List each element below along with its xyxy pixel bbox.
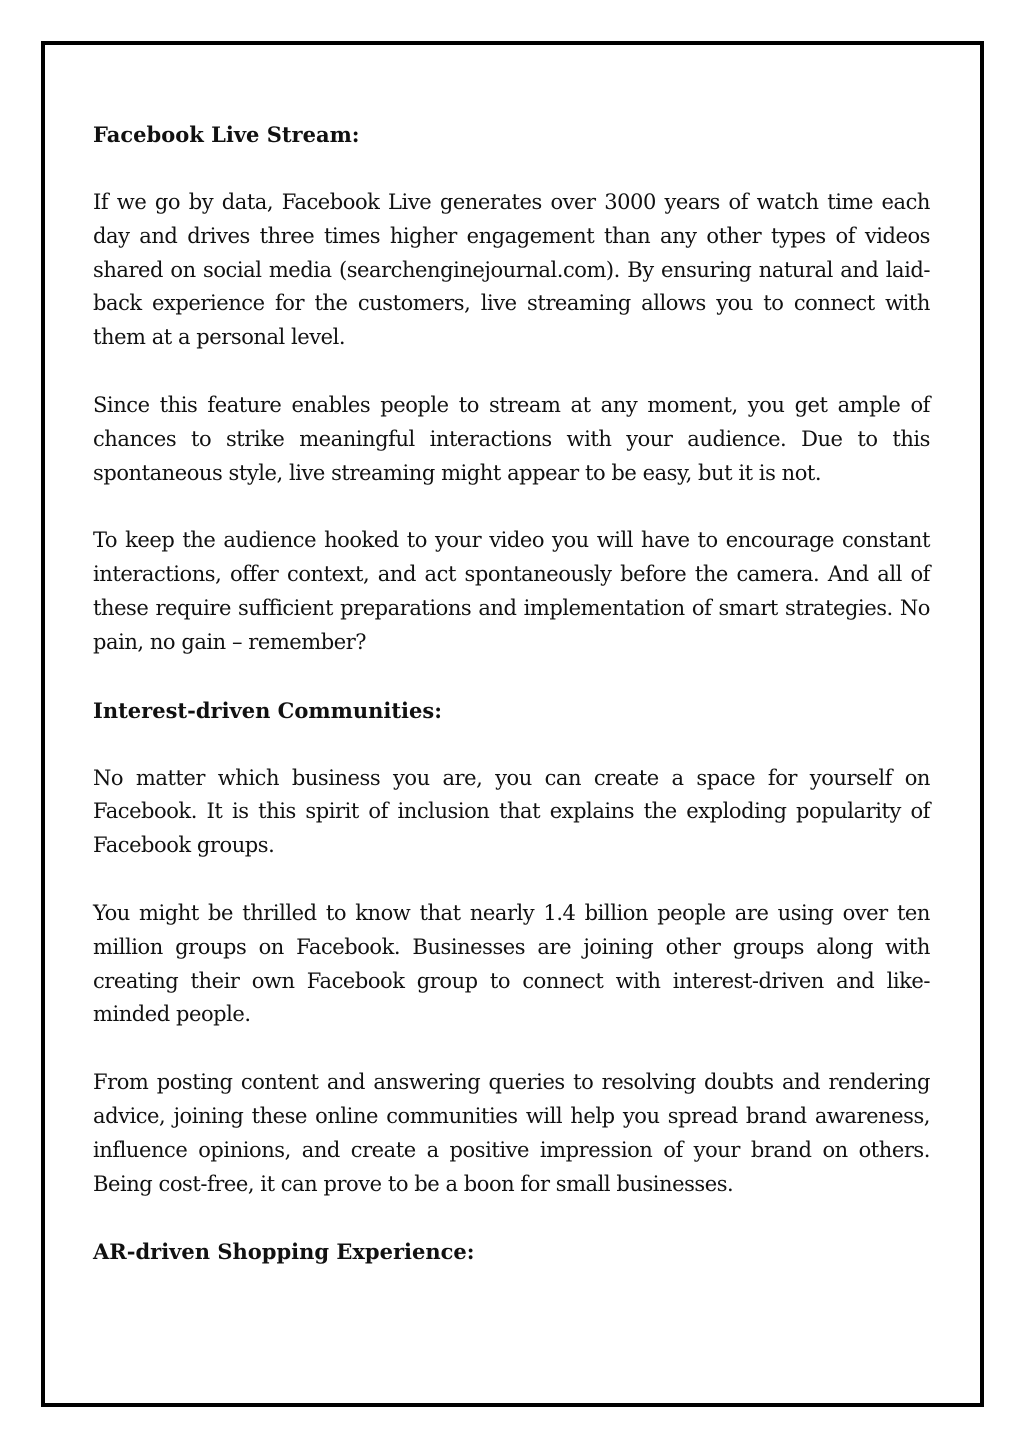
section-heading-facebook-live-stream: Facebook Live Stream: xyxy=(93,122,360,147)
paragraph: To keep the audience hooked to your video you will have to encourage constant interactions, offer context, and act spontaneously before the camera. And all of these require sufficient preparations and implementation of smart strategies. No pain, no gain – remember? xyxy=(93,528,930,654)
paragraph: If we go by data, Facebook Live generates over 3000 years of watch time each day and drives three times higher engagement than any other types of videos shared on social media (searchenginejournal.com). By ensuring natural and laid-back experience for the customers, live streaming allows you to connect with them at a personal level. xyxy=(93,190,930,350)
paragraph: You might be thrilled to know that nearly 1.4 billion people are using over ten million groups on Facebook. Businesses are joining other groups along with creating their own Facebook group to connect with interest-driven and like-minded people. xyxy=(93,900,930,1027)
paragraph: No matter which business you are, you can create a space for yourself on Facebook. It is this spirit of inclusion that explains the exploding popularity of Facebook groups. xyxy=(93,765,930,858)
section-heading-ar-driven-shopping: AR-driven Shopping Experience: xyxy=(93,1239,475,1265)
section-heading-interest-driven-communities: Interest-driven Communities: xyxy=(93,697,442,723)
paragraph: Since this feature enables people to stream at any moment, you get ample of chances to strike meaningful interactions with your audience. Due to this spontaneous style, live streaming might appear to be easy, but it is not. xyxy=(93,392,930,485)
paragraph: From posting content and answering queries to resolving doubts and rendering advice, joining these online communities will help you spread brand awareness, influence opinions, and create a positive impression of your brand on others. Being cost-free, it can prove to be a boon for small businesses. xyxy=(93,1070,930,1196)
document-body xyxy=(93,118,930,1303)
